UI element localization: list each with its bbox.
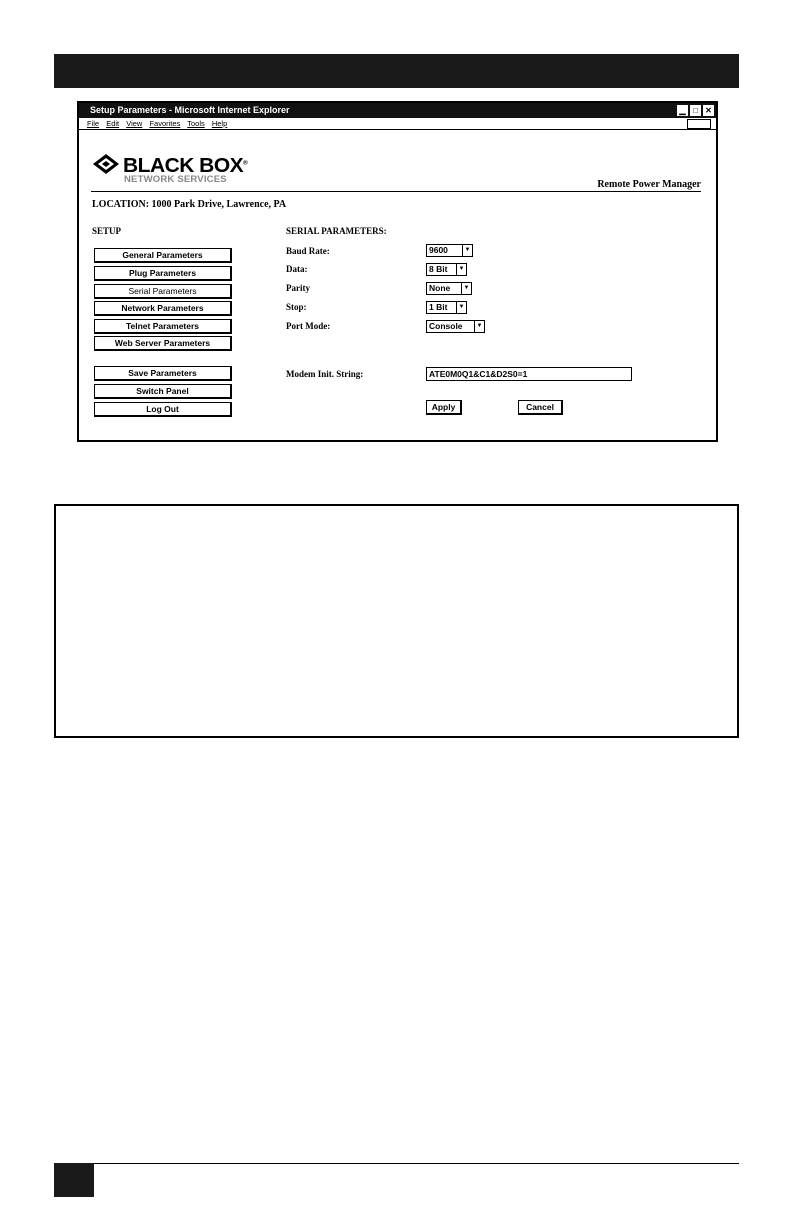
chevron-down-icon: ▼ <box>461 283 471 294</box>
port-mode-label: Port Mode: <box>286 321 331 331</box>
throbber-box <box>687 119 711 129</box>
switch-panel-button[interactable]: Switch Panel <box>94 384 232 399</box>
general-parameters-button[interactable]: General Parameters <box>94 248 232 263</box>
chevron-down-icon: ▼ <box>456 302 466 313</box>
page-header-bar <box>54 54 739 88</box>
maximize-button[interactable]: □ <box>690 105 701 116</box>
menu-file[interactable]: File <box>87 119 100 128</box>
parity-select[interactable]: None ▼ <box>426 282 472 295</box>
product-name: Remote Power Manager <box>597 179 701 190</box>
location-text: LOCATION: 1000 Park Drive, Lawrence, PA <box>92 199 287 210</box>
stop-bits-label: Stop: <box>286 302 307 312</box>
network-parameters-button[interactable]: Network Parameters <box>94 301 232 316</box>
baud-rate-label: Baud Rate: <box>286 246 330 256</box>
window-controls <box>677 105 714 116</box>
data-bits-label: Data: <box>286 264 308 274</box>
window-title-bar <box>79 103 716 118</box>
menu-help[interactable]: Help <box>211 119 228 128</box>
modem-init-string-input[interactable]: ATE0M0Q1&C1&D2S0=1 <box>426 367 632 381</box>
modem-init-string-label: Modem Init. String: <box>286 369 364 379</box>
plug-parameters-button[interactable]: Plug Parameters <box>94 266 232 281</box>
logo-subtitle: NETWORK SERVICES <box>124 174 227 185</box>
serial-parameters-button[interactable]: Serial Parameters <box>94 284 232 299</box>
data-bits-select[interactable]: 8 Bit ▼ <box>426 263 467 276</box>
save-parameters-button[interactable]: Save Parameters <box>94 366 232 381</box>
menu-edit[interactable]: Edit <box>106 119 120 128</box>
apply-button[interactable]: Apply <box>426 400 462 415</box>
page-number-tab <box>54 1163 94 1197</box>
window-title: Setup Parameters - Microsoft Internet Explorer <box>90 105 290 115</box>
menu-view[interactable]: View <box>126 119 143 128</box>
log-out-button[interactable]: Log Out <box>94 402 232 417</box>
chevron-down-icon: ▼ <box>462 245 472 256</box>
chevron-down-icon: ▼ <box>456 264 466 275</box>
empty-note-box <box>54 504 739 738</box>
port-mode-select[interactable]: Console ▼ <box>426 320 485 333</box>
page-content <box>79 130 716 442</box>
minimize-button[interactable]: ▁ <box>677 105 688 116</box>
diamond-logo-icon <box>93 154 119 174</box>
telnet-parameters-button[interactable]: Telnet Parameters <box>94 319 232 334</box>
setup-heading: SETUP <box>92 226 122 236</box>
cancel-button[interactable]: Cancel <box>518 400 563 415</box>
logo-wordmark: BLACK BOX® <box>123 155 248 177</box>
close-button[interactable]: ✕ <box>703 105 714 116</box>
footer-divider <box>54 1163 739 1164</box>
menu-bar <box>79 118 716 130</box>
stop-bits-select[interactable]: 1 Bit ▼ <box>426 301 467 314</box>
baud-rate-select[interactable]: 9600 ▼ <box>426 244 473 257</box>
header-divider <box>91 191 701 192</box>
serial-parameters-heading: SERIAL PARAMETERS: <box>286 226 387 236</box>
chevron-down-icon: ▼ <box>474 321 484 332</box>
menu-tools[interactable]: Tools <box>187 119 205 128</box>
browser-window <box>77 101 718 442</box>
web-server-parameters-button[interactable]: Web Server Parameters <box>94 336 232 351</box>
parity-label: Parity <box>286 283 310 293</box>
menu-favorites[interactable]: Favorites <box>149 119 181 128</box>
